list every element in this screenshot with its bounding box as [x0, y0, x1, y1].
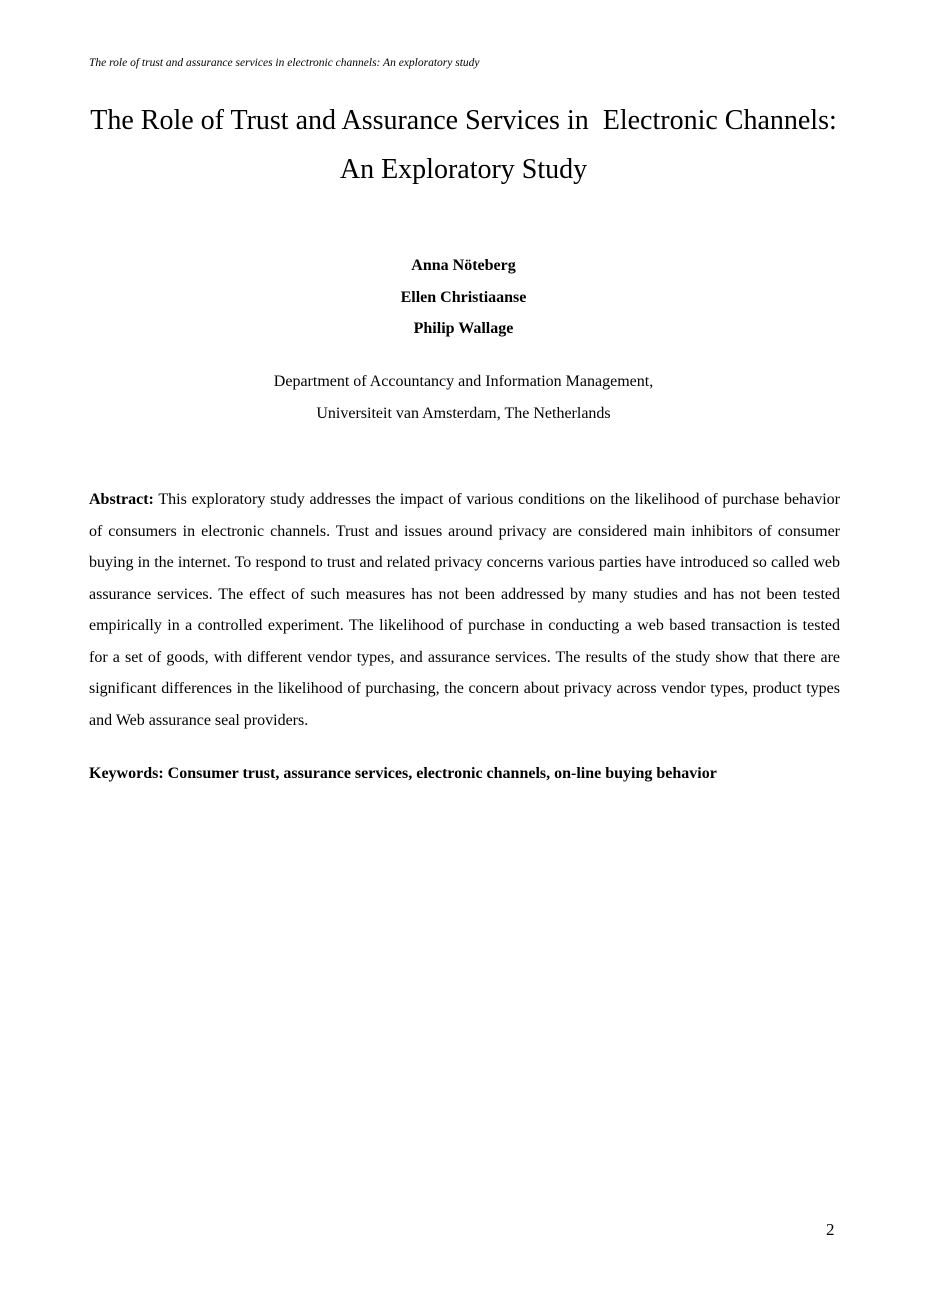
abstract-label: Abstract: [89, 491, 154, 508]
author-name: Philip Wallage [413, 320, 514, 337]
title-line-1: The Role of Trust and Assurance Services in Electronic Channels: [90, 105, 837, 136]
author-name: Anna Nöteberg [411, 257, 516, 274]
running-header: The role of trust and assurance services in electronic channels: An exploratory study [89, 57, 480, 69]
abstract [89, 484, 840, 736]
affiliation [0, 366, 927, 429]
abstract-text: This exploratory study addresses the impact of various conditions on the likelihood of purchase behavior of consumers in electronic channels. Trust and issues around privacy are considered main inhibitors of consumer buying in the internet. To respond to trust and related privacy concerns various parties have introduced so called web assurance services. The effect of such measures has not been addressed by many studies and has not been tested empirically in a controlled experiment. The likelihood of purchase in conducting a web based transaction is tested for a set of goods, with different vendor types, and assurance services. The results of the study show that there are significant differences in the likelihood of purchasing, the concern about privacy across vendor types, product types and Web assurance seal providers. [89, 491, 841, 729]
title-line-2: An Exploratory Study [339, 154, 588, 185]
keywords: Keywords: Consumer trust, assurance services, electronic channels, on-line buying behavior [89, 765, 717, 782]
paper-title [60, 96, 867, 194]
author-name: Ellen Christiaanse [400, 288, 527, 306]
affiliation-line-1: Department of Accountancy and Information Management, [273, 373, 654, 390]
author-list [0, 250, 927, 345]
affiliation-line-2: Universiteit van Amsterdam, The Netherlands [316, 404, 611, 422]
page-number: 2 [826, 1220, 835, 1239]
